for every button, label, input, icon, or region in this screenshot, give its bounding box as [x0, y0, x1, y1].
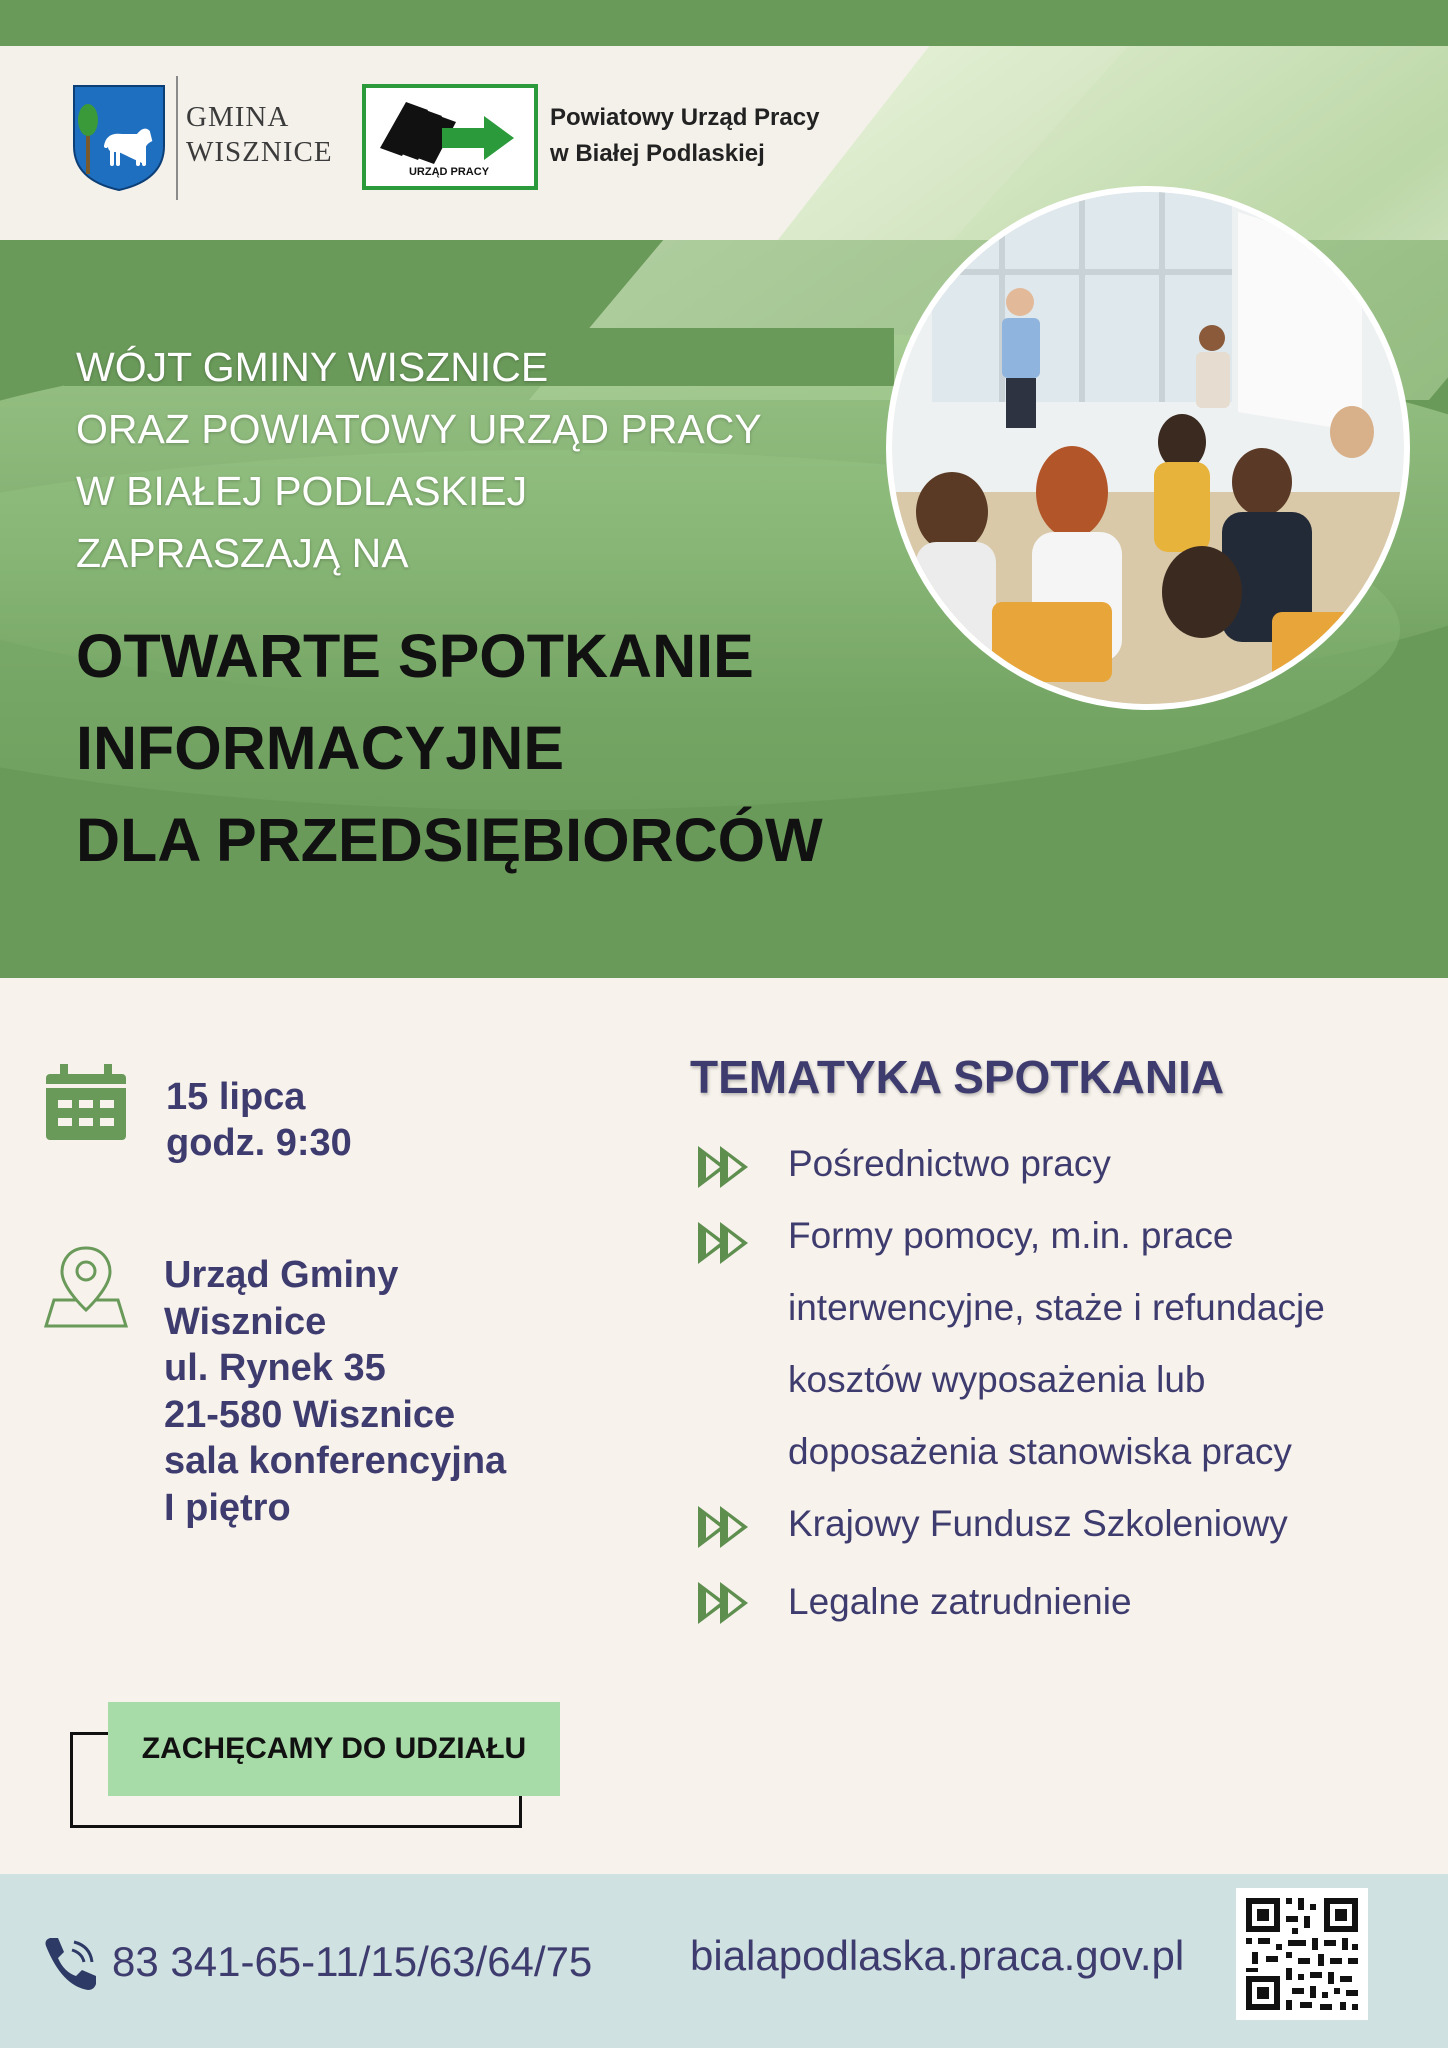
- event-address: [164, 1252, 506, 1531]
- title-line: INFORMACYJNE: [76, 714, 565, 782]
- phone-number[interactable]: 83 341-65-11/15/63/64/75: [112, 1938, 593, 1985]
- address-line: ul. Rynek 35: [164, 1347, 386, 1389]
- logo-divider: [176, 76, 178, 200]
- intro-line: ORAZ POWIATOWY URZĄD PRACY: [76, 406, 762, 452]
- gmina-crest-logo: [72, 84, 166, 192]
- topic-item: Formy pomocy, m.in. prace interwencyjne, staże i refundacje kosztów wyposażenia lub doposażenia stanowiska pracy: [788, 1215, 1325, 1472]
- double-arrow-icon: [696, 1220, 756, 1266]
- cta-banner: [108, 1702, 560, 1796]
- address-line: Urząd Gminy: [164, 1254, 399, 1296]
- event-time: godz. 9:30: [166, 1122, 352, 1164]
- cta-label: ZACHĘCAMY DO UDZIAŁU: [141, 1732, 527, 1765]
- calendar-icon: [44, 1064, 128, 1142]
- address-line: sala konferencyjna: [164, 1440, 507, 1482]
- address-line: I piętro: [164, 1486, 291, 1529]
- intro-line: ZAPRASZAJĄ NA: [76, 530, 409, 576]
- title-line: OTWARTE SPOTKANIE: [76, 622, 754, 690]
- intro-line: W BIAŁEJ PODLASKIEJ: [76, 468, 528, 514]
- topic-item: Legalne zatrudnienie: [788, 1581, 1132, 1622]
- website-link[interactable]: bialapodlaska.praca.gov.pl: [690, 1932, 1185, 1979]
- pup-line-1: Powiatowy Urząd Pracy: [550, 104, 820, 131]
- pup-line-2: w Białej Podlaskiej: [550, 140, 765, 167]
- meeting-photo-illustration: [892, 192, 1404, 704]
- double-arrow-icon: [696, 1580, 756, 1626]
- address-line: 21-580 Wisznice: [164, 1393, 456, 1436]
- title-line: DLA PRZEDSIĘBIORCÓW: [76, 806, 823, 874]
- gmina-wordmark: [186, 100, 333, 170]
- event-datetime: [166, 1074, 352, 1166]
- double-arrow-icon: [696, 1144, 756, 1190]
- address-line: Wisznice: [164, 1300, 327, 1343]
- location-pin-icon: [44, 1244, 128, 1328]
- double-arrow-icon: [696, 1504, 756, 1550]
- pup-logo-label: URZĄD PRACY: [408, 166, 490, 178]
- qr-code[interactable]: [1236, 1888, 1368, 2020]
- topics-heading: TEMATYKA SPOTKANIA: [690, 1051, 1225, 1103]
- event-date: 15 lipca: [166, 1076, 306, 1118]
- gmina-line-1: GMINA: [186, 101, 290, 133]
- phone-icon: [40, 1936, 98, 1994]
- topic-item: Krajowy Fundusz Szkoleniowy: [788, 1503, 1288, 1544]
- intro-line: WÓJT GMINY WISZNICE: [76, 344, 549, 390]
- event-title: [76, 610, 823, 886]
- pup-name: [550, 100, 819, 172]
- meeting-photo: [886, 186, 1410, 710]
- intro-text: [76, 336, 762, 584]
- top-strip: [0, 0, 1448, 46]
- gmina-line-2: WISZNICE: [186, 136, 333, 168]
- topic-item: Pośrednictwo pracy: [788, 1143, 1111, 1184]
